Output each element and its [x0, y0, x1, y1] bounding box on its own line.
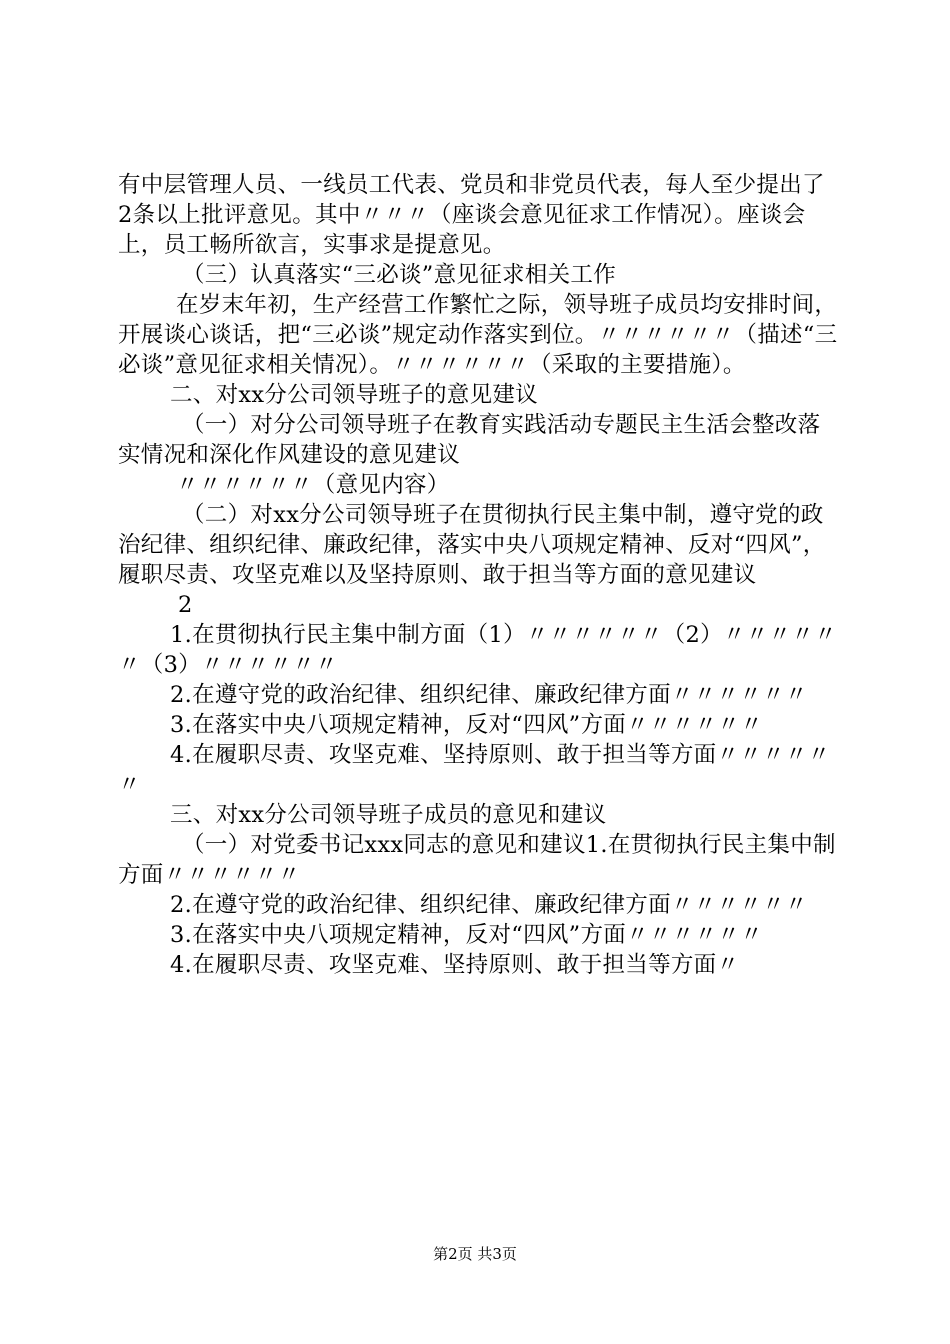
list-item: 1.在贯彻执行民主集中制方面（1）〃〃〃〃〃〃（2）〃〃〃〃〃〃（3）〃〃〃〃〃〃	[118, 622, 837, 678]
section-heading: 三、对xx分公司领导班子成员的意见和建议	[170, 802, 607, 828]
list-item: 2.在遵守党的政治纪律、组织纪律、廉政纪律方面〃〃〃〃〃〃	[170, 682, 808, 708]
subsection-heading: （二）对xx分公司领导班子在贯彻执行民主集中制，遵守党的政治纪律、组织纪律、廉政纪律，落实中央八项规定精神、反对“四风”，履职尽责、攻坚克难以及坚持原则、敢于担当等方面的意见建议	[118, 502, 826, 588]
list-item: 3.在落实中央八项规定精神，反对“四风”方面〃〃〃〃〃〃	[170, 712, 763, 738]
list-item: 4.在履职尽责、攻坚克难、坚持原则、敢于担当等方面〃〃〃〃〃〃	[118, 742, 831, 798]
paragraph: 在岁末年初，生产经营工作繁忙之际，领导班子成员均安排时间，开展谈心谈话，把“三必谈”规定动作落实到位。〃〃〃〃〃〃（描述“三必谈”意见征求相关情况）。〃〃〃〃〃〃（采取的主要措施）。	[118, 292, 838, 378]
list-item: 2.在遵守党的政治纪律、组织纪律、廉政纪律方面〃〃〃〃〃〃	[170, 892, 808, 918]
subsection-heading: （一）对分公司领导班子在教育实践活动专题民主生活会整改落实情况和深化作风建设的意见建议	[118, 412, 821, 468]
subsection-heading: （一）对党委书记xxx同志的意见和建议1.在贯彻执行民主集中制方面〃〃〃〃〃〃	[118, 832, 836, 888]
section-heading: （三）认真落实“三必谈”意见征求相关工作	[182, 262, 617, 288]
list-item: 3.在落实中央八项规定精神，反对“四风”方面〃〃〃〃〃〃	[170, 922, 763, 948]
section-heading: 二、对xx分公司领导班子的意见建议	[170, 382, 538, 408]
page-footer	[0, 1244, 950, 1264]
list-item: 4.在履职尽责、攻坚克难、坚持原则、敢于担当等方面〃	[170, 952, 740, 978]
paragraph: 〃〃〃〃〃〃（意见内容）	[176, 472, 450, 498]
paragraph: 有中层管理人员、一线员工代表、党员和非党员代表，每人至少提出了2条以上批评意见。其中〃〃〃（座谈会意见征求工作情况）。座谈会上，员工畅所欲言，实事求是提意见。	[118, 172, 825, 258]
inline-page-number: 2	[178, 592, 193, 618]
page-number-label: 第2页 共3页	[433, 1245, 517, 1263]
document-body	[118, 170, 838, 980]
